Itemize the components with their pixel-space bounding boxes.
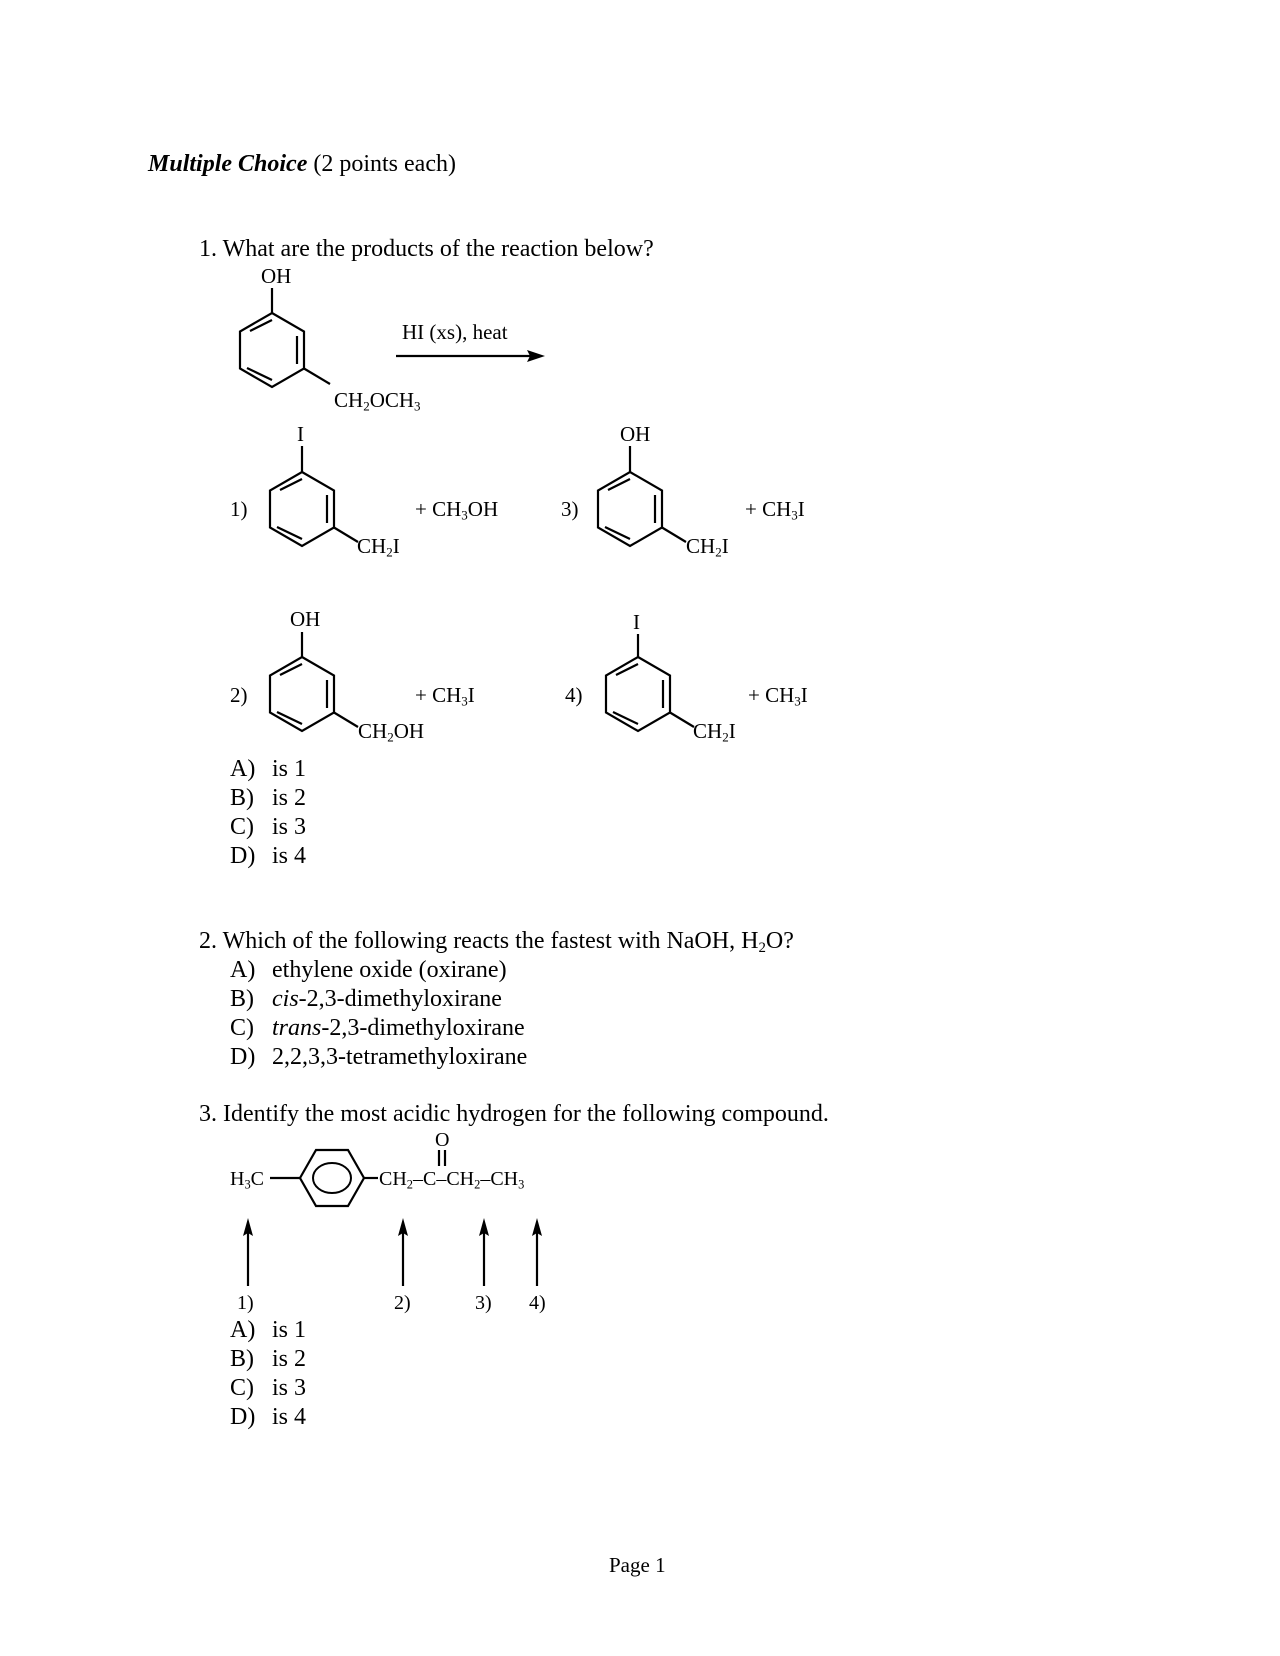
- option-2-ch2oh: $CH_2OH$: [358, 719, 425, 745]
- choice-key: C): [230, 1015, 254, 1041]
- choice-text: is 4: [272, 843, 307, 869]
- q3-carbonyl-o: O: [435, 1129, 450, 1151]
- reactant-ch2och3: $CH_2OCH_3$: [334, 388, 421, 414]
- option-1-ch2i: $CH_2I$: [357, 534, 400, 560]
- q3-choice-b[interactable]: [230, 1347, 306, 1371]
- option-2-byproduct: + $CH_3I$: [415, 683, 475, 709]
- reactant-oh: OH: [261, 264, 292, 288]
- q3-choice-a[interactable]: [230, 1318, 306, 1342]
- choice-key: C): [230, 1375, 254, 1401]
- choice-key: A): [230, 756, 256, 782]
- option-4-byproduct: + $CH_3I$: [748, 683, 808, 709]
- choice-text: 2,2,3,3-tetramethyloxirane: [272, 1044, 528, 1070]
- option-1-sub-top: I: [297, 422, 304, 446]
- choice-text: ethylene oxide (oxirane): [272, 957, 507, 983]
- choice-text: is 4: [272, 1404, 307, 1430]
- choice-key: A): [230, 1317, 256, 1343]
- choice-key: D): [230, 843, 256, 869]
- reaction-conditions: HI (xs), heat: [402, 320, 508, 344]
- page-number: Page 1: [609, 1553, 666, 1577]
- q3-arrow-label-3: 3): [475, 1292, 492, 1314]
- option-3-sub-top: OH: [620, 422, 651, 446]
- question-1-text: What are the products of the reaction below?: [222, 236, 654, 262]
- choice-prefix: cis: [272, 986, 299, 1012]
- choice-key: A): [230, 957, 256, 983]
- option-3-ch2i: $CH_2I$: [686, 534, 729, 560]
- benzene-ring: [300, 1150, 364, 1206]
- section-points: (2 points each): [313, 151, 456, 177]
- option-1-byproduct: + $CH_3OH$: [415, 497, 499, 523]
- section-title: Multiple Choice: [148, 151, 308, 177]
- choice-prefix: trans: [272, 1015, 322, 1041]
- choice-text: is 2: [272, 1346, 307, 1372]
- choice-text: is 3: [272, 814, 307, 840]
- choice-key: D): [230, 1044, 256, 1070]
- choice-text: is 1: [272, 756, 307, 782]
- option-4-sub-top: I: [633, 610, 640, 634]
- q3-arrow-label-2: 2): [394, 1292, 411, 1314]
- question-1-number: 1.: [199, 236, 217, 262]
- choice-text: -2,3-dimethyloxirane: [321, 1015, 525, 1041]
- choice-key: B): [230, 1346, 254, 1372]
- choice-text: is 2: [272, 785, 307, 811]
- question-2-text: Which of the following reacts the fastest with NaOH, $H_2O$?: [222, 928, 794, 957]
- q3-chain: $CH_2-C-CH_2-CH_3$: [379, 1168, 525, 1192]
- choice-key: B): [230, 986, 254, 1012]
- choice-text: is 3: [272, 1375, 307, 1401]
- question-3-text: Identify the most acidic hydrogen for the following compound.: [223, 1101, 829, 1127]
- question-3-number: 3.: [199, 1101, 217, 1127]
- q3-choice-d[interactable]: [230, 1405, 306, 1429]
- choice-key: D): [230, 1404, 256, 1430]
- q3-arrow-label-1: 1): [237, 1292, 254, 1314]
- option-3-label: 3): [561, 497, 579, 521]
- choice-text: is 1: [272, 1317, 307, 1343]
- q3-left-group: $H_3C$: [230, 1168, 264, 1192]
- option-1-label: 1): [230, 497, 248, 521]
- q3-arrow-label-4: 4): [529, 1292, 546, 1314]
- option-2-label: 2): [230, 683, 248, 707]
- choice-text: -2,3-dimethyloxirane: [298, 986, 502, 1012]
- option-4-ch2i: $CH_2I$: [693, 719, 736, 745]
- choice-key: B): [230, 785, 254, 811]
- choice-key: C): [230, 814, 254, 840]
- option-2-sub-top: OH: [290, 607, 321, 631]
- option-4-label: 4): [565, 683, 583, 707]
- question-2-number: 2.: [199, 928, 217, 954]
- q3-choice-c[interactable]: [230, 1376, 306, 1400]
- option-3-byproduct: + $CH_3I$: [745, 497, 805, 523]
